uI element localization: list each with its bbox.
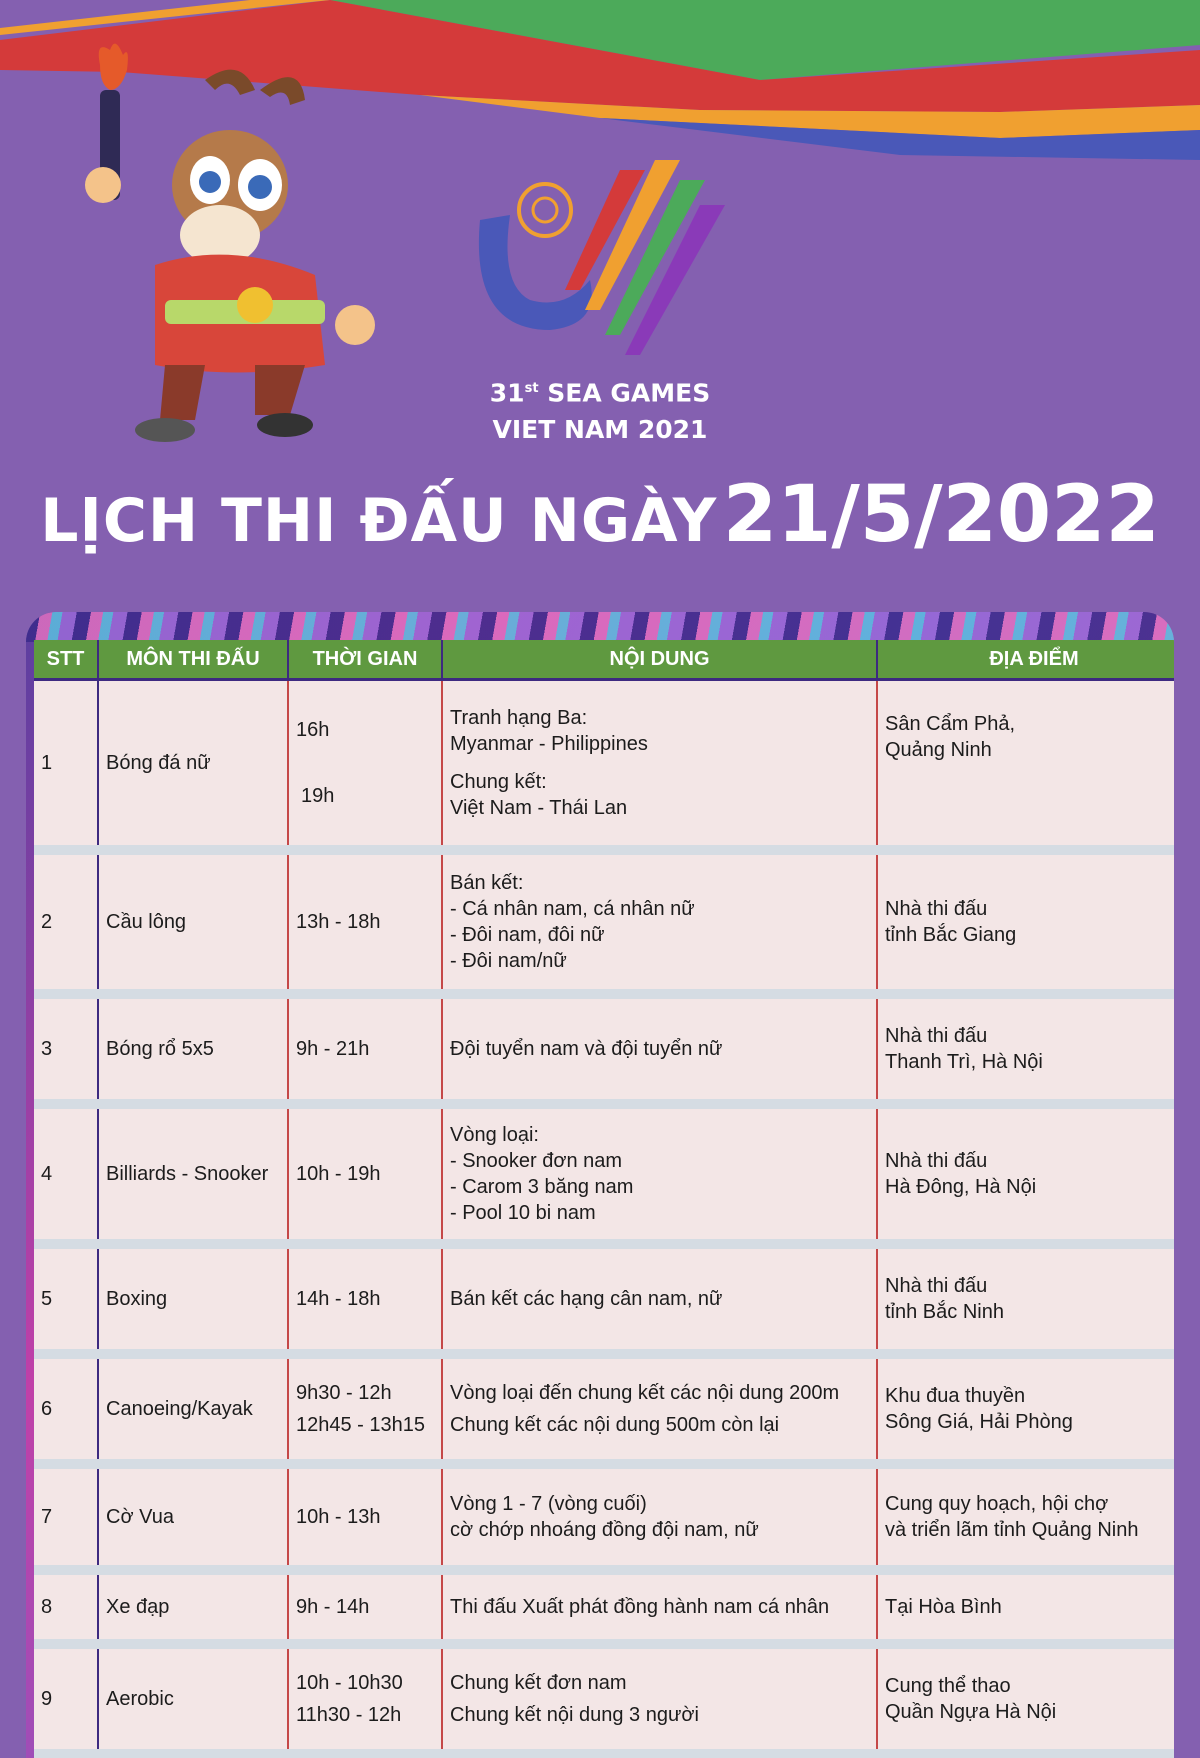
cell-sport: Canoeing/Kayak [98, 1354, 288, 1464]
cell-time [288, 1570, 442, 1644]
venue-line: Hà Đông, Hà Nội [885, 1176, 1037, 1198]
cell-time [288, 1244, 442, 1354]
cell-venue [877, 1644, 1174, 1754]
content-line: Thi đấu Xuất phát đồng hành nam cá nhân [450, 1596, 830, 1618]
table-row [34, 1644, 1174, 1754]
content-line: Chung kết nội dung 3 người [450, 1704, 699, 1726]
content-line: Vòng loại: [450, 1124, 539, 1146]
venue-line: Nhà thi đấu [885, 898, 988, 920]
cell-venue [877, 1244, 1174, 1354]
venue-line: Quần Ngựa Hà Nội [885, 1701, 1057, 1723]
cell-sport: Bóng đá nữ [98, 680, 288, 851]
content-line: Chung kết đơn nam [450, 1672, 627, 1694]
sea-games-brand-text [470, 370, 730, 448]
header-content: NỘI DUNG [442, 640, 877, 680]
brand-event: SEA GAMES [547, 378, 711, 408]
venue-line: Khu đua thuyền [885, 1385, 1026, 1407]
cell-venue [877, 850, 1174, 994]
cell-stt: 9 [34, 1644, 98, 1754]
brand-line-1 [470, 370, 730, 411]
content-line: Bán kết các hạng cân nam, nữ [450, 1288, 723, 1310]
cell-sport: Aerobic [98, 1644, 288, 1754]
cell-venue [877, 1464, 1174, 1570]
venue-line: Cung quy hoạch, hội chợ [885, 1493, 1109, 1515]
table-row [34, 1354, 1174, 1464]
cell-time [288, 680, 442, 851]
venue-line: tỉnh Bắc Giang [885, 924, 1017, 946]
table-row [34, 680, 1174, 851]
cell-sport: Bóng rổ 5x5 [98, 994, 288, 1104]
table-row [34, 1464, 1174, 1570]
cell-time [288, 1644, 442, 1754]
venue-line: Nhà thi đấu [885, 1150, 988, 1172]
content-line: Chung kết các nội dung 500m còn lại [450, 1414, 780, 1436]
time-line: 12h45 - 13h15 [296, 1414, 426, 1436]
cell-content [442, 1104, 877, 1244]
cell-sport: Cầu lông [98, 850, 288, 994]
cell-venue [877, 994, 1174, 1104]
cell-content [442, 994, 877, 1104]
cell-time [288, 994, 442, 1104]
cell-time [288, 1354, 442, 1464]
cell-stt: 2 [34, 850, 98, 994]
cell-sport: Billiards - Snooker [98, 1104, 288, 1244]
content-line: - Đôi nam, đôi nữ [450, 924, 605, 946]
cell-content [442, 680, 877, 851]
venue-line: Cung thể thao [885, 1675, 1011, 1697]
content-line: - Carom 3 băng nam [450, 1176, 634, 1198]
time-line: 19h [301, 785, 335, 807]
cell-stt: 3 [34, 994, 98, 1104]
cell-time [288, 850, 442, 994]
cell-sport: Boxing [98, 1244, 288, 1354]
table-row [34, 1104, 1174, 1244]
title-prefix: LỊCH THI ĐẤU NGÀY [40, 486, 718, 556]
content-line: cờ chớp nhoáng đồng đội nam, nữ [450, 1519, 759, 1541]
content-line: Bán kết: [450, 872, 524, 894]
panel-decorative-edge [26, 612, 1174, 642]
content-line: Tranh hạng Ba: [450, 707, 588, 729]
time-line: 9h - 14h [296, 1596, 370, 1618]
content-line: Myanmar - Philippines [450, 733, 648, 755]
time-line: 10h - 19h [296, 1163, 381, 1185]
cell-venue [877, 1354, 1174, 1464]
brand-edition-suffix: st [524, 381, 539, 396]
cell-venue [877, 680, 1174, 851]
time-line: 14h - 18h [296, 1288, 381, 1310]
time-line: 10h - 10h30 [296, 1672, 403, 1694]
time-line: 9h30 - 12h [296, 1382, 392, 1404]
time-line: 11h30 - 12h [296, 1704, 402, 1726]
table-row [34, 850, 1174, 994]
venue-line: Nhà thi đấu [885, 1275, 988, 1297]
table-row [34, 1244, 1174, 1354]
cell-venue [877, 1570, 1174, 1644]
schedule-table [34, 640, 1174, 1758]
brand-country-year: VIET NAM 2021 [492, 415, 708, 445]
cell-content [442, 1570, 877, 1644]
cell-stt: 7 [34, 1464, 98, 1570]
cell-stt: 4 [34, 1104, 98, 1244]
time-line: 10h - 13h [296, 1506, 381, 1528]
time-line: 13h - 18h [296, 911, 381, 933]
cell-time [288, 1464, 442, 1570]
cell-sport: Cờ Vua [98, 1464, 288, 1570]
sea-games-logo-icon [470, 160, 730, 360]
table-header-row [34, 640, 1174, 680]
cell-content [442, 1644, 877, 1754]
venue-line: Quảng Ninh [885, 739, 992, 761]
schedule-panel [26, 612, 1174, 1758]
cell-stt: 6 [34, 1354, 98, 1464]
cell-sport: Xe đạp [98, 1570, 288, 1644]
page-title [0, 470, 1200, 560]
cell-content [442, 1464, 877, 1570]
cell-content [442, 850, 877, 994]
venue-line: tỉnh Bắc Ninh [885, 1301, 1004, 1323]
brand-edition: 31 [489, 378, 525, 408]
content-line: Vòng 1 - 7 (vòng cuối) [450, 1493, 647, 1515]
venue-line: Sông Giá, Hải Phòng [885, 1411, 1073, 1433]
content-line: - Snooker đơn nam [450, 1150, 623, 1172]
table-row [34, 1570, 1174, 1644]
header-sport: MÔN THI ĐẤU [98, 640, 288, 680]
venue-line: Sân Cẩm Phả, [885, 713, 1016, 735]
content-line: - Cá nhân nam, cá nhân nữ [450, 898, 695, 920]
content-line: Đội tuyển nam và đội tuyển nữ [450, 1038, 723, 1060]
cell-time [288, 1104, 442, 1244]
table-row [34, 994, 1174, 1104]
header-stt: STT [34, 640, 98, 680]
venue-line: và triển lãm tỉnh Quảng Ninh [885, 1519, 1139, 1541]
content-line: Việt Nam - Thái Lan [450, 797, 628, 819]
cell-stt: 8 [34, 1570, 98, 1644]
content-line: - Pool 10 bi nam [450, 1202, 596, 1224]
title-date: 21/5/2022 [722, 470, 1160, 560]
header-time: THỜI GIAN [288, 640, 442, 680]
time-line: 9h - 21h [296, 1038, 370, 1060]
cell-stt: 5 [34, 1244, 98, 1354]
venue-line: Tại Hòa Bình [885, 1596, 1002, 1618]
content-line: Vòng loại đến chung kết các nội dung 200m [450, 1382, 840, 1404]
time-line: 16h [296, 719, 330, 741]
venue-line: Thanh Trì, Hà Nội [885, 1051, 1043, 1073]
cell-venue [877, 1104, 1174, 1244]
header-venue: ĐỊA ĐIỂM [877, 640, 1174, 680]
content-line: Chung kết: [450, 771, 547, 793]
venue-line: Nhà thi đấu [885, 1025, 988, 1047]
cell-content [442, 1244, 877, 1354]
content-line: - Đôi nam/nữ [450, 950, 567, 972]
cell-content [442, 1354, 877, 1464]
deer-mascot-icon [55, 35, 385, 445]
cell-stt: 1 [34, 680, 98, 851]
